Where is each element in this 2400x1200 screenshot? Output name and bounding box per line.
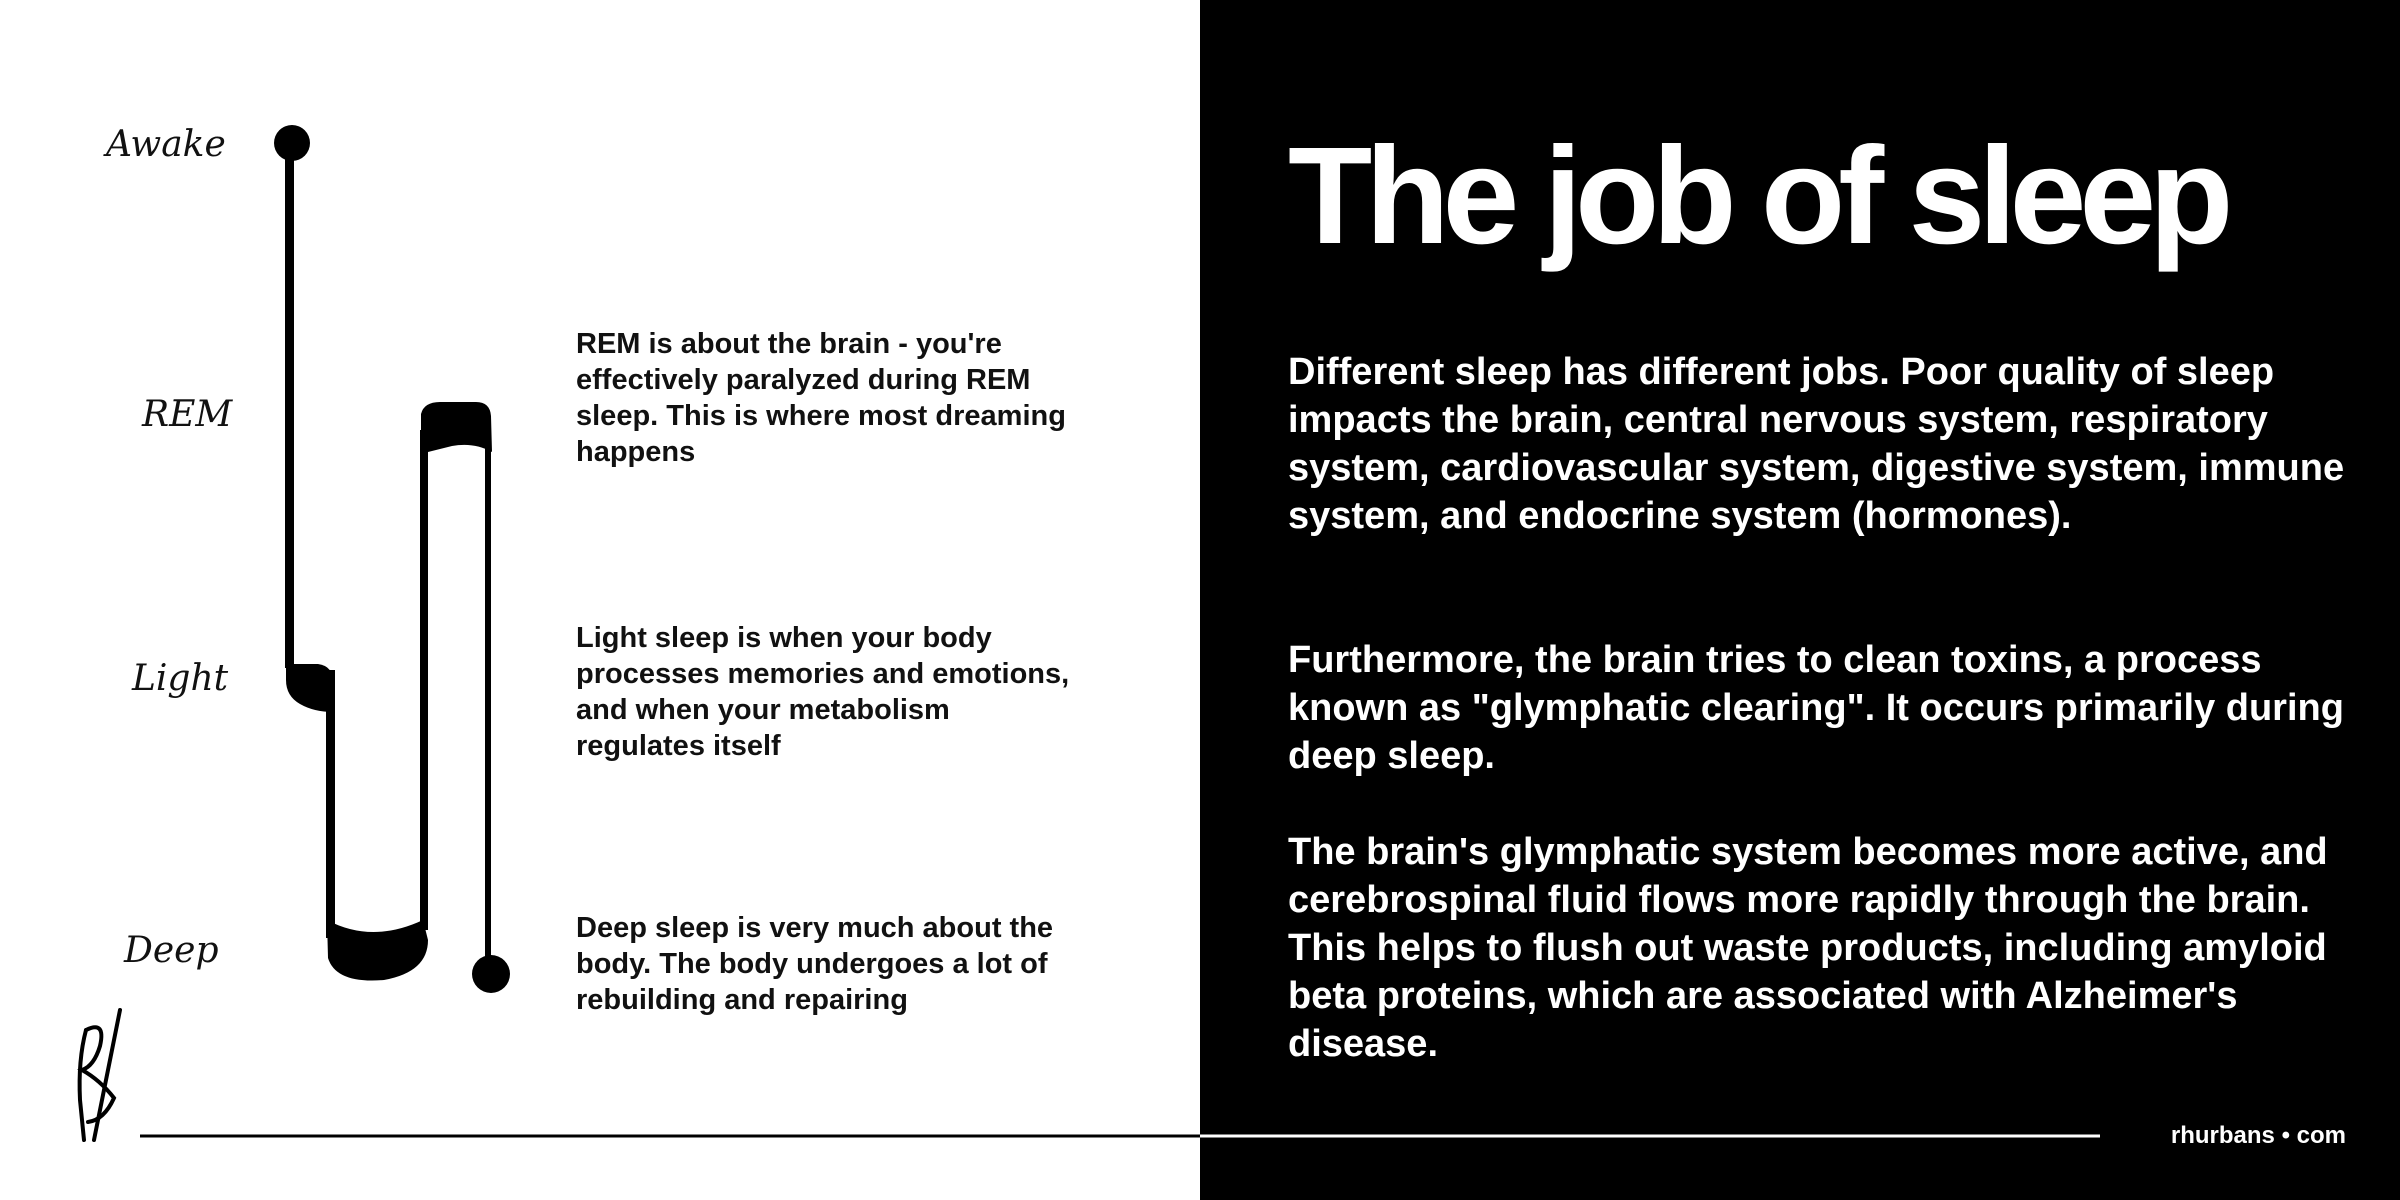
- hypnogram-rem-ascent: [420, 430, 428, 930]
- stage-label-rem: REM: [142, 394, 233, 435]
- hypnogram-light-step: [286, 664, 333, 712]
- paragraph-glymphatic-system: The brain's glymphatic system becomes more active, and cerebrospinal fluid flows more rapidly through the brain. This helps to flush out waste products, including amyloid beta proteins, which are associated with Alzheimer's disease.: [1288, 831, 2328, 1065]
- brand-watermark: rhurbans • com: [2170, 1122, 2346, 1149]
- deep-description: Deep sleep is very much about the body. The body undergoes a lot of rebuilding and repairing: [576, 912, 1054, 1016]
- paragraph-jobs: Different sleep has different jobs. Poor quality of sleep impacts the brain, central nervous system, respiratory system, cardiovascular system, digestive system, immune system, and endocrine system (hormones).: [1288, 351, 2345, 537]
- hypnogram-light-descent: [326, 670, 335, 938]
- rem-description: REM is about the brain - you're effectively paralyzed during REM sleep. This is where most dreaming happens: [576, 328, 1066, 468]
- stage-label-awake: Awake: [106, 124, 226, 165]
- paragraph-glymphatic-clearing: Furthermore, the brain tries to clean toxins, a process known as "glymphatic clearing". It occurs primarily during deep sleep.: [1288, 639, 2344, 777]
- hypnogram-end-dot: [472, 955, 510, 993]
- signature-mark: [80, 1010, 120, 1140]
- page-title: The job of sleep: [1288, 119, 2227, 273]
- stage-label-deep: Deep: [124, 930, 219, 971]
- stage-label-light: Light: [132, 658, 229, 699]
- hypnogram-rem-block: [421, 402, 492, 452]
- hypnogram-rem-descent: [485, 430, 491, 974]
- light-description: Light sleep is when your body processes memories and emotions, and when your metabolism regulates itself: [576, 622, 1070, 762]
- hypnogram-deep-trough: [327, 920, 428, 981]
- hypnogram-awake-line: [285, 143, 294, 668]
